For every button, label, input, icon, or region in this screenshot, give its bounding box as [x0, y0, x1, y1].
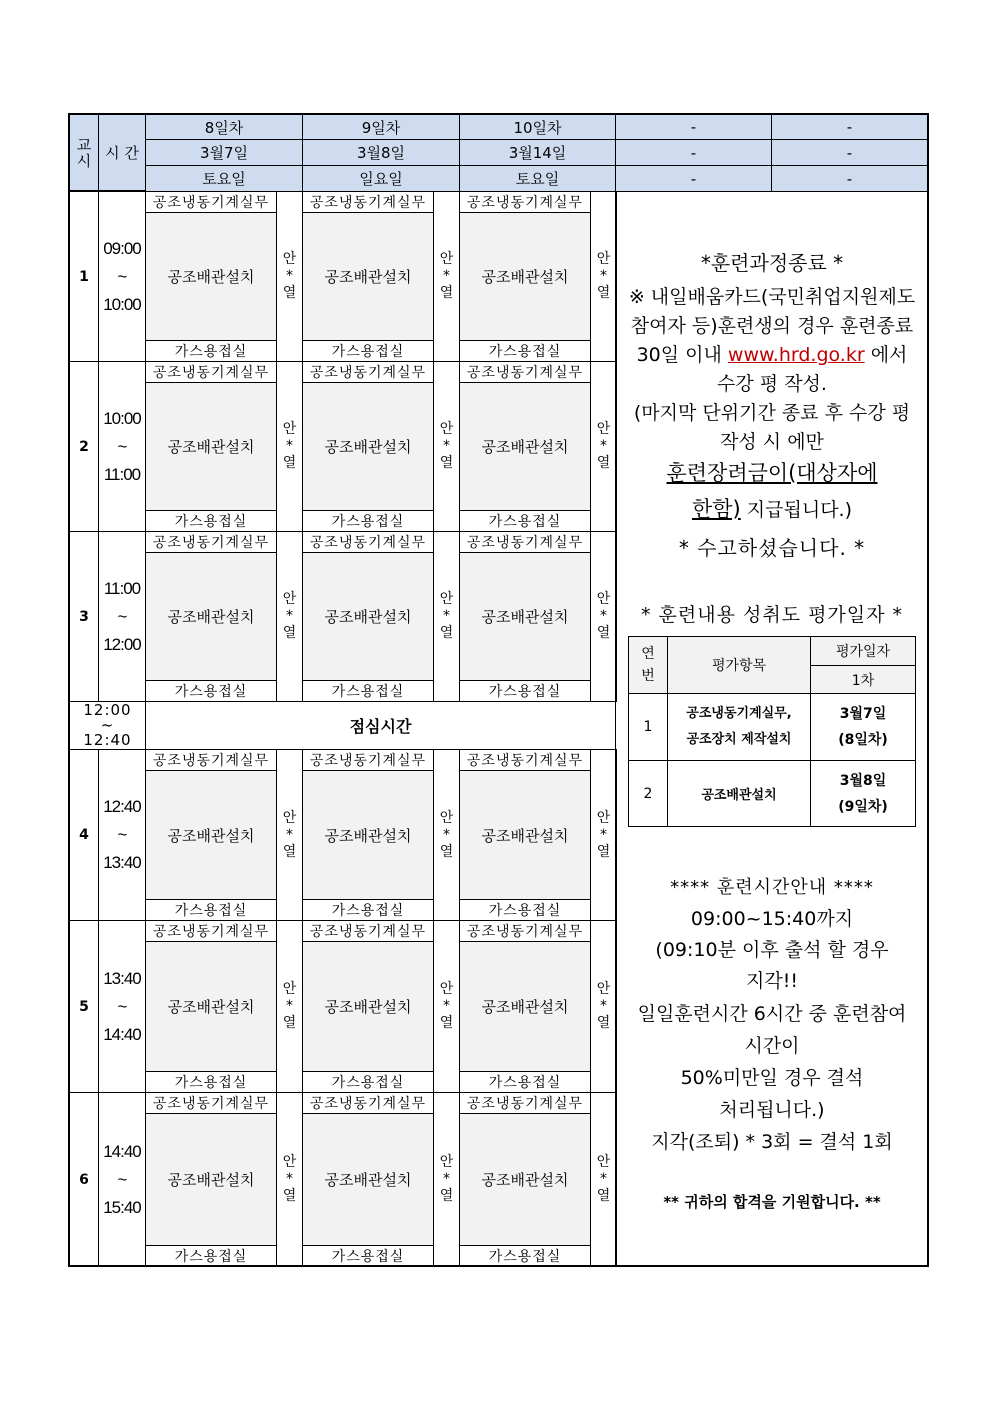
slot-room: 가스용접실 — [145, 510, 277, 532]
slot-top-subject: 공조냉동기계실무 — [302, 920, 434, 942]
slot-annotation: 안 * 열 — [433, 920, 460, 1093]
slot-main-subject: 공조배관설치 — [145, 212, 277, 341]
period-time-end: 13:40 — [103, 853, 141, 872]
slot-room: 가스용접실 — [145, 1071, 277, 1093]
period-time — [98, 749, 146, 921]
lunch-time-start: 12:00 — [83, 701, 132, 719]
day-2-weekday: 일요일 — [302, 165, 460, 192]
slot-room: 가스용접실 — [302, 1245, 434, 1267]
eval-row-1-no: 1 — [628, 693, 668, 761]
hours-closing: ** 귀하의 합격을 기원합니다. ** — [663, 1193, 881, 1211]
eval-col-date: 평가일자 — [810, 636, 916, 666]
slot-room: 가스용접실 — [145, 340, 277, 362]
period-time-start: 14:40 — [103, 1141, 141, 1161]
slot-main-subject: 공조배관설치 — [145, 941, 277, 1072]
lunch-time-end: 12:40 — [83, 731, 132, 749]
notice-line-8 — [616, 493, 928, 523]
hrd-link[interactable]: www.hrd.go.kr — [727, 344, 865, 366]
hours-line-6: 처리됩니다.) — [719, 1099, 825, 1121]
thanks-text: * 수고하셨습니다. * — [678, 536, 866, 560]
slot-top-subject: 공조냉동기계실무 — [302, 1092, 434, 1114]
hours-line-2: 지각!! — [746, 970, 798, 992]
hours-line-1: (09:10분 이후 출석 할 경우 — [655, 939, 889, 961]
notice-line-5: (마지막 단위기간 종료 후 수강 평 — [633, 402, 911, 424]
period-number: 1 — [69, 191, 99, 362]
period-time-end: 15:40 — [103, 1197, 141, 1217]
lunch-time — [69, 701, 146, 750]
period-time-sep: ~ — [117, 825, 127, 844]
notice-line-1: ※ 내일배움카드(국민취업지원제도 — [628, 286, 916, 308]
period-number: 3 — [69, 531, 99, 702]
slot-top-subject: 공조냉동기계실무 — [145, 191, 277, 213]
period-time-start: 11:00 — [103, 578, 141, 598]
slot-annotation: 안 * 열 — [590, 531, 617, 702]
day-3-date: 3월14일 — [459, 139, 616, 166]
period-time-sep: ~ — [117, 606, 127, 626]
period-number: 6 — [69, 1092, 99, 1267]
notice-line-3-post: 에서 — [864, 344, 908, 366]
slot-main-subject: 공조배관설치 — [145, 382, 277, 511]
slot-room: 가스용접실 — [302, 899, 434, 921]
slot-annotation: 안 * 열 — [276, 531, 303, 702]
period-time-end: 10:00 — [103, 294, 141, 314]
slot-top-subject: 공조냉동기계실무 — [302, 361, 434, 383]
notice-line-6: 작성 시 에만 — [720, 431, 824, 453]
slot-top-subject: 공조냉동기계실무 — [459, 1092, 591, 1114]
period-time-end: 11:00 — [103, 464, 141, 484]
slot-annotation: 안 * 열 — [433, 1092, 460, 1267]
eval-row-2-no: 2 — [628, 760, 668, 827]
day-3-weekday: 토요일 — [459, 165, 616, 192]
day-3-label: 10일차 — [459, 114, 616, 140]
slot-room: 가스용접실 — [302, 510, 434, 532]
notice-line-3-pre: 30일 이내 — [636, 344, 728, 366]
slot-room: 가스용접실 — [302, 340, 434, 362]
lunch-label: 점심시간 — [145, 701, 616, 750]
period-time-start: 09:00 — [103, 238, 141, 258]
slot-room: 가스용접실 — [459, 1245, 591, 1267]
eval-row-1-item: 공조냉동기계실무, 공조장치 제작설치 — [667, 693, 811, 761]
slot-annotation: 안 * 열 — [276, 749, 303, 921]
slot-annotation: 안 * 열 — [590, 749, 617, 921]
slot-room: 가스용접실 — [459, 510, 591, 532]
period-column-header: 교 시 — [69, 114, 99, 191]
day-1-date: 3월7일 — [145, 139, 303, 166]
slot-top-subject: 공조냉동기계실무 — [145, 361, 277, 383]
slot-main-subject: 공조배관설치 — [302, 382, 434, 511]
slot-annotation: 안 * 열 — [590, 191, 617, 362]
eval-row-1-date: 3월7일 (8일차) — [810, 693, 916, 761]
eval-col-round: 1차 — [810, 665, 916, 694]
day-2-label: 9일차 — [302, 114, 460, 140]
slot-top-subject: 공조냉동기계실무 — [459, 749, 591, 771]
eval-col-item: 평가항목 — [667, 636, 811, 694]
slot-main-subject: 공조배관설치 — [459, 212, 591, 341]
slot-room: 가스용접실 — [459, 1071, 591, 1093]
period-time-end: 12:00 — [103, 634, 141, 654]
period-time — [98, 361, 146, 532]
slot-top-subject: 공조냉동기계실무 — [459, 920, 591, 942]
slot-annotation: 안 * 열 — [590, 1092, 617, 1267]
notice-title: *훈련과정종료 * — [700, 251, 844, 275]
slot-room: 가스용접실 — [302, 1071, 434, 1093]
slot-room: 가스용접실 — [145, 1245, 277, 1267]
period-time-sep: ~ — [117, 266, 127, 286]
slot-top-subject: 공조냉동기계실무 — [459, 191, 591, 213]
slot-top-subject: 공조냉동기계실무 — [302, 191, 434, 213]
eval-col-no: 연 번 — [628, 636, 668, 694]
slot-annotation: 안 * 열 — [433, 531, 460, 702]
period-time — [98, 531, 146, 702]
day-5-date: - — [771, 139, 928, 166]
slot-main-subject: 공조배관설치 — [302, 212, 434, 341]
slot-room: 가스용접실 — [145, 899, 277, 921]
slot-annotation: 안 * 열 — [276, 1092, 303, 1267]
day-1-label: 8일차 — [145, 114, 303, 140]
slot-room: 가스용접실 — [145, 680, 277, 702]
period-time — [98, 920, 146, 1093]
period-time-start: 13:40 — [103, 968, 141, 988]
slot-main-subject: 공조배관설치 — [302, 552, 434, 681]
notice-line-8-underlined: 한함) — [691, 497, 741, 521]
period-number: 2 — [69, 361, 99, 532]
period-number: 4 — [69, 749, 99, 921]
notice-line-7 — [616, 457, 928, 487]
period-time-sep: ~ — [117, 436, 127, 456]
slot-main-subject: 공조배관설치 — [145, 552, 277, 681]
lunch-time-sep: ~ — [100, 716, 115, 734]
hours-line-7: 지각(조퇴) * 3회 = 결석 1회 — [651, 1131, 893, 1153]
slot-main-subject: 공조배관설치 — [302, 1113, 434, 1246]
hours-title: **** 훈련시간안내 **** — [670, 877, 874, 898]
slot-main-subject: 공조배관설치 — [302, 941, 434, 1072]
slot-room: 가스용접실 — [459, 680, 591, 702]
period-number: 5 — [69, 920, 99, 1093]
slot-main-subject: 공조배관설치 — [459, 1113, 591, 1246]
period-time — [98, 191, 146, 362]
period-time-sep: ~ — [117, 1169, 127, 1189]
slot-top-subject: 공조냉동기계실무 — [459, 531, 591, 553]
eval-row-2-date: 3월8일 (9일차) — [810, 760, 916, 827]
period-time-start: 10:00 — [103, 408, 141, 428]
notice-line-3 — [616, 340, 928, 367]
slot-main-subject: 공조배관설치 — [459, 552, 591, 681]
period-time-end: 14:40 — [103, 1024, 141, 1044]
slot-annotation: 안 * 열 — [276, 920, 303, 1093]
slot-room: 가스용접실 — [459, 899, 591, 921]
eval-row-2-item: 공조배관설치 — [667, 760, 811, 827]
slot-annotation: 안 * 열 — [433, 749, 460, 921]
slot-top-subject: 공조냉동기계실무 — [302, 531, 434, 553]
notice-line-2: 참여자 등)훈련생의 경우 훈련종료 — [630, 315, 914, 337]
slot-annotation: 안 * 열 — [433, 361, 460, 532]
day-5-label: - — [771, 114, 928, 140]
hours-line-3: 일일훈련시간 6시간 중 훈련참여 — [637, 1003, 907, 1025]
slot-main-subject: 공조배관설치 — [459, 770, 591, 900]
slot-annotation: 안 * 열 — [590, 920, 617, 1093]
slot-room: 가스용접실 — [302, 680, 434, 702]
slot-main-subject: 공조배관설치 — [459, 941, 591, 1072]
slot-top-subject: 공조냉동기계실무 — [459, 361, 591, 383]
slot-top-subject: 공조냉동기계실무 — [145, 531, 277, 553]
slot-annotation: 안 * 열 — [433, 191, 460, 362]
day-4-weekday: - — [615, 165, 772, 192]
slot-room: 가스용접실 — [459, 340, 591, 362]
day-5-weekday: - — [771, 165, 928, 192]
slot-top-subject: 공조냉동기계실무 — [302, 749, 434, 771]
slot-top-subject: 공조냉동기계실무 — [145, 749, 277, 771]
slot-annotation: 안 * 열 — [276, 361, 303, 532]
period-time — [98, 1092, 146, 1267]
day-1-weekday: 토요일 — [145, 165, 303, 192]
period-time-sep: ~ — [117, 996, 127, 1016]
slot-annotation: 안 * 열 — [276, 191, 303, 362]
hours-line-5: 50%미만일 경우 결석 — [680, 1067, 864, 1089]
notice-line-7-text: 훈련장려금이(대상자에 — [666, 461, 878, 485]
slot-main-subject: 공조배관설치 — [459, 382, 591, 511]
slot-main-subject: 공조배관설치 — [145, 770, 277, 900]
day-4-date: - — [615, 139, 772, 166]
slot-main-subject: 공조배관설치 — [145, 1113, 277, 1246]
time-column-header: 시 간 — [98, 114, 146, 191]
period-time-start: 12:40 — [103, 797, 141, 816]
evaluation-title: * 훈련내용 성취도 평가일자 * — [640, 604, 904, 626]
slot-top-subject: 공조냉동기계실무 — [145, 1092, 277, 1114]
notice-line-8-rest: 지급됩니다.) — [740, 499, 853, 521]
hours-range: 09:00~15:40까지 — [690, 908, 854, 930]
slot-top-subject: 공조냉동기계실무 — [145, 920, 277, 942]
day-2-date: 3월8일 — [302, 139, 460, 166]
slot-main-subject: 공조배관설치 — [302, 770, 434, 900]
notice-panel — [616, 191, 928, 1266]
day-4-label: - — [615, 114, 772, 140]
slot-annotation: 안 * 열 — [590, 361, 617, 532]
notice-line-4: 수강 평 작성. — [717, 373, 827, 395]
hours-line-4: 시간이 — [744, 1035, 800, 1057]
